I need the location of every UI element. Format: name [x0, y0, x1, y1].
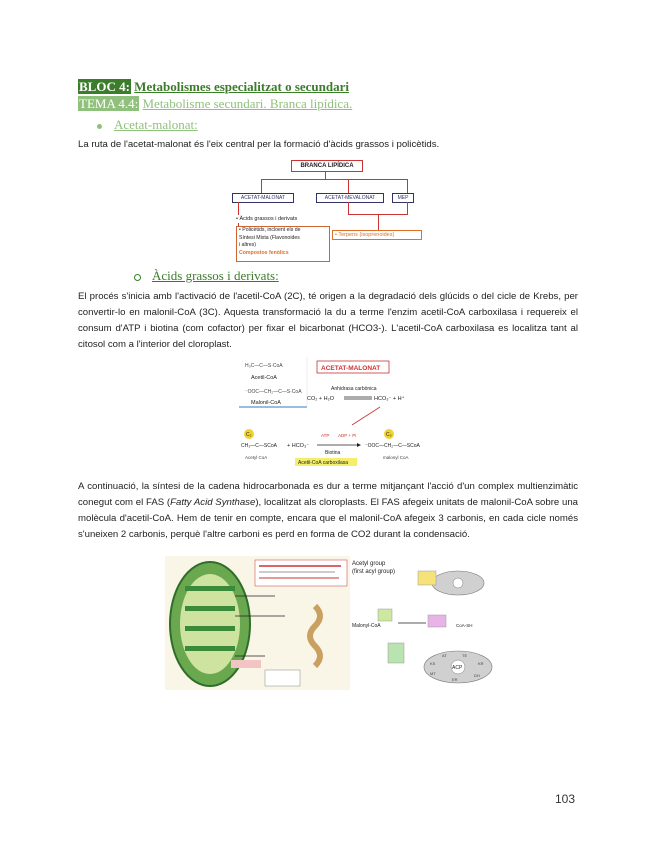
leaf-terpens: • Terpens (isoprenoides) — [332, 230, 422, 240]
bullet-ring — [134, 274, 141, 281]
malonyl-label: Malonyl-CoA — [352, 623, 381, 629]
thylakoid — [185, 626, 235, 631]
first-acyl-label: (first acyl group) — [352, 569, 396, 575]
malonyl-structure: ⁻OOC—CH₂—C—S·CoA — [245, 389, 302, 395]
acetil-label: Acetil-CoA — [251, 375, 277, 381]
enzyme-te: TE — [462, 653, 468, 658]
malonyl-formula: ⁻OOC—CH₂—C—SCoA — [365, 443, 420, 449]
connector — [407, 179, 408, 193]
enzyme-at: AT — [442, 653, 447, 658]
proces-paragraph: El procés s'inicia amb l'activació de l'acetil-CoA (2C), té origen a la degradació dels glúcids o del cicle de Krebs, per convertir-lo en malonil-CoA (3C). Aquesta transformació la du a terme l'enzim acetil-CoA carboxilasa i requereix el consum d'ATP i biotina (com cofactor) per fixar el bicarbonat (HCO3-). L'acetil-CoA carboxilasa es localitza tant al citosol com a l'interior del cloroplast. — [78, 291, 578, 350]
page-number: 103 — [555, 792, 576, 806]
c2-label: C₂ — [246, 432, 252, 438]
connector — [378, 214, 379, 230]
intro-paragraph: La ruta de l'acetat-malonat és l'eix central per la formació d'àcids grassos i policètids. — [78, 139, 440, 150]
acp-center — [453, 578, 463, 588]
enzyme-label: Acetil-CoA carboxilasa — [298, 460, 349, 466]
atp-label: ATP — [321, 433, 330, 438]
thylakoid — [185, 646, 235, 651]
malonyl-coa-right: malonyl CoA — [383, 455, 409, 460]
enzyme-er: ER — [452, 677, 458, 682]
sintesi-paragraph: A continuació, la síntesi de la cadena hidrocarbonada es dur a terme mitjançant l'acció d'un complex multienzimàtic conegut com el FAS (Fatty Acid Synthase), localitzat als cloroplasts. El FAS afegeix unitats de malonil-CoA sobre una molècula d'acetil-CoA. Hem de tenir en compte, encara que el malonil-CoA afegeix 3 carbonis, en cada cicle només s'uneixen 2 carbonis, perquè l'altre carboni es perd en forma de CO2 durant la condensació. — [78, 481, 578, 540]
hco3-label: HCO₃⁻ + H⁺ — [374, 396, 405, 402]
chloroplast-figure — [165, 556, 350, 690]
caption-box — [255, 560, 347, 586]
chain-box — [388, 643, 404, 663]
connector — [407, 202, 408, 214]
thylakoid — [185, 586, 235, 591]
arrow — [352, 407, 380, 425]
tema-tag: TEMA 4.4: — [79, 96, 139, 111]
acetat-malonat-reaction-figure — [237, 357, 427, 467]
thylakoid — [185, 606, 235, 611]
bloc-tag: BLOC 4: — [79, 79, 130, 94]
chloroplast-svg — [165, 556, 350, 690]
branch-acetat-malonat: ACETAT-MALONAT — [232, 193, 294, 203]
section-acids-heading: Àcids grassos i derivats: — [134, 268, 279, 284]
branca-lipidica-diagram — [228, 160, 423, 262]
enzyme-dh: DH — [474, 673, 480, 678]
fas-svg — [348, 555, 508, 695]
section-acetat-heading: Acetat-malonat: — [97, 117, 198, 133]
acetyl-formula: CH₃—C—SCoA — [241, 443, 277, 449]
anhidrasa-label: Anhidrasa carbònica — [331, 386, 377, 392]
branch-mep: MEP — [392, 193, 414, 203]
leaf-policetids: • Policètids, incloent els de Síntesi Mixta (Flavonoides i altres) Compostos fenòlics — [236, 226, 330, 262]
reaction-title: ACETAT-MALONAT — [321, 365, 381, 372]
branca-root-box: BRANCA LIPÍDICA — [291, 160, 363, 172]
plus-hco3: + HCO₃⁻ — [287, 443, 310, 449]
acyl-box — [418, 571, 436, 585]
bloc-heading — [78, 79, 349, 95]
connector — [348, 202, 349, 214]
tema-title: Metabolisme secundari. Branca lipídica. — [142, 96, 353, 111]
acetyl-structure: H₃C—C—S·CoA — [245, 363, 283, 369]
enzyme-mt: MT — [430, 671, 436, 676]
malonyl-box — [378, 609, 392, 621]
co2-label: CO₂ + H₂O — [307, 396, 335, 402]
label-box — [265, 670, 300, 686]
enzyme-ks: KS — [430, 661, 436, 666]
connector — [261, 179, 262, 193]
biotina-label: Biotina — [325, 450, 341, 456]
branch-acetat-mevalonat: ACETAT-MEVALONAT — [316, 193, 384, 203]
bloc-title: Metabolismes especialitzat o secundari — [134, 79, 349, 94]
tema-heading — [78, 96, 352, 112]
acp-label: ACP — [452, 665, 463, 671]
enzyme-kr: KR — [478, 661, 484, 666]
pink-box — [428, 615, 446, 627]
fas-complex-figure — [348, 555, 508, 695]
connector — [325, 171, 326, 179]
c3-label: C₃ — [386, 432, 392, 438]
arrowhead — [357, 443, 361, 447]
acetyl-coa-left: Acetyl CoA — [245, 455, 268, 460]
connector — [348, 179, 349, 193]
label-box — [231, 660, 261, 668]
connector — [261, 179, 407, 180]
leaf-acids: • Àcids grassos i derivats — [236, 215, 308, 223]
bullet-dot — [97, 124, 102, 129]
adp-label: ADP + Pi — [338, 433, 357, 438]
reaction-svg — [237, 357, 427, 467]
acetyl-group-label: Acetyl group — [352, 561, 386, 567]
coa-sh: CoA-SH — [456, 623, 473, 628]
malonil-label: Malonil-CoA — [251, 400, 281, 406]
